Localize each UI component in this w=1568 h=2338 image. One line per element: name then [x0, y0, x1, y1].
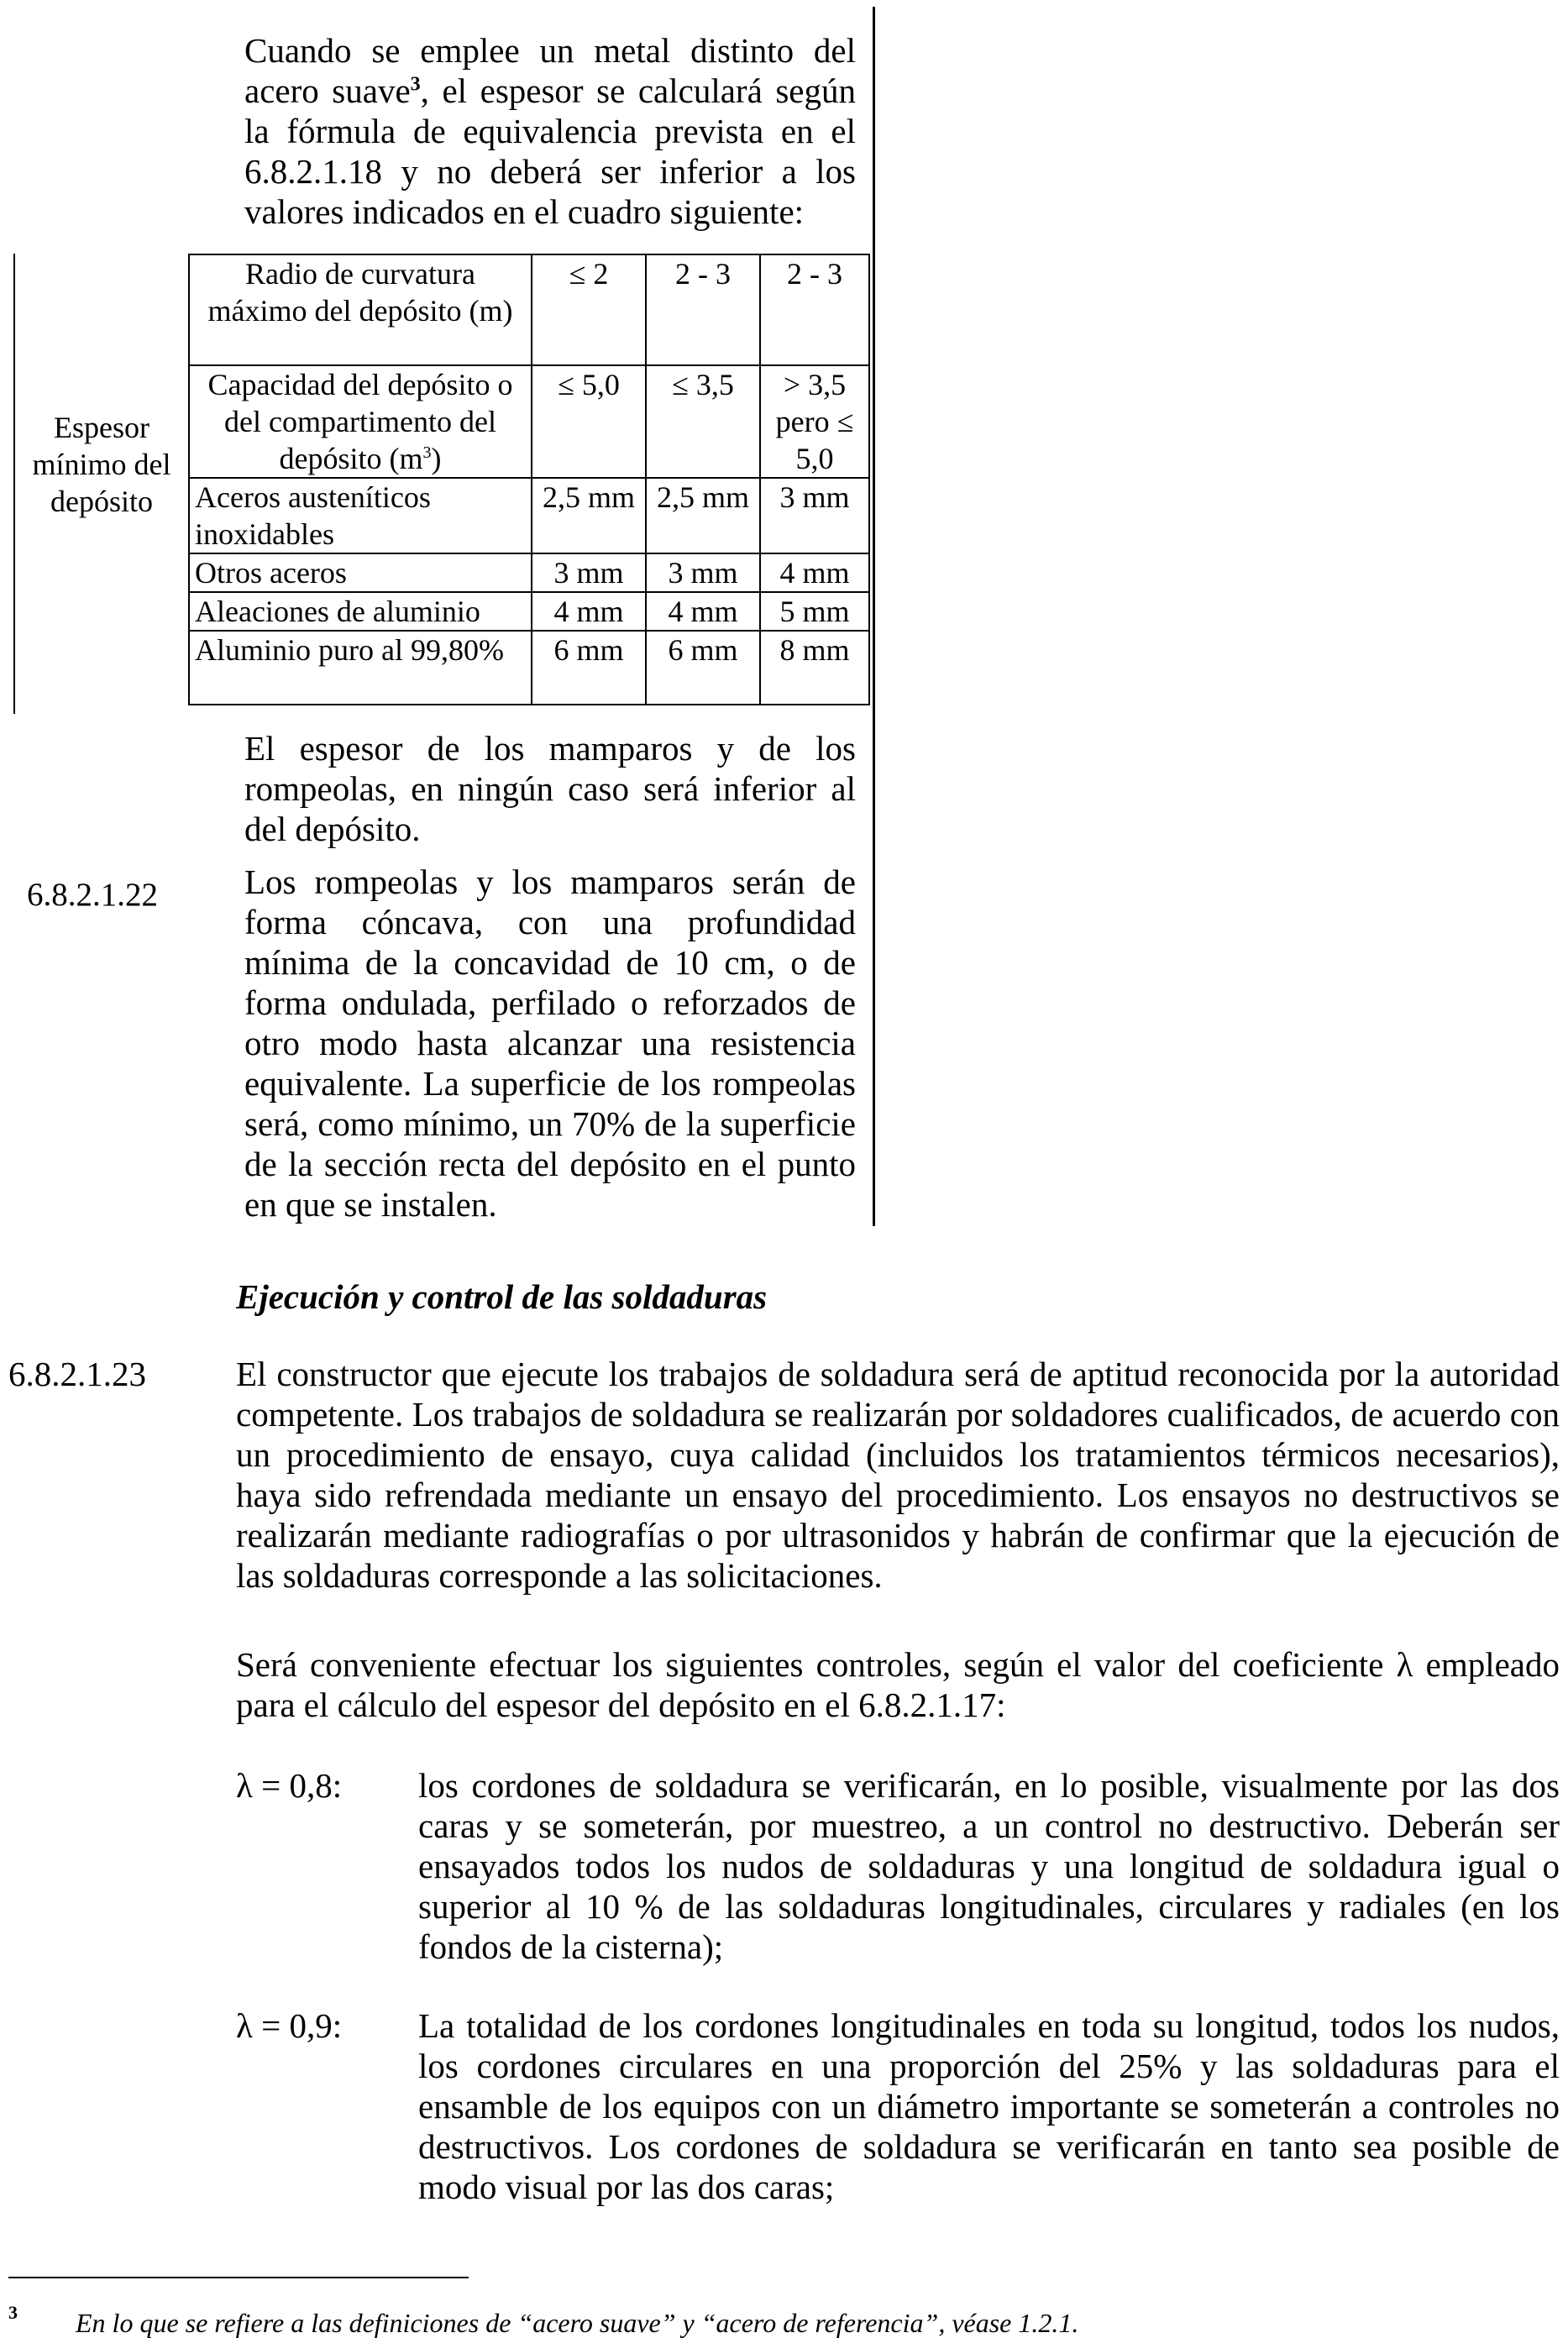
row-label: Espesor mínimo del depósito [32, 411, 171, 518]
value-cell: 2,5 mm [532, 478, 646, 553]
intro-text-2: , el espesor se calculará según la fórmula de equivalencia prevista en el 6.8.2.1.18 y no deberá ser inferior a los valores indicados en el cuadro siguiente: [244, 71, 857, 231]
thickness-table [13, 254, 870, 705]
lambda-08-text: los cordones de soldadura se verificarán, en lo posible, visualmente por las dos caras y se someterán, por muestreo, a un control no destructivo. Deberán ser ensayados todos los nudos de soldaduras y una longitud de soldadura igual o superior al 10 % de las soldaduras longitudinales, circulares y radiales (en los fondos de la cisterna); [418, 1766, 1560, 1966]
intro-paragraph [244, 30, 856, 232]
intro-text-1: Cuando se emplee un metal distinto del acero suave [244, 31, 856, 110]
radio-value: 2 - 3 [646, 254, 760, 365]
footnote-mark: 3 [8, 2302, 18, 2323]
value-cell: 3 mm [646, 553, 760, 592]
radio-value: 2 - 3 [760, 254, 869, 365]
value-cell: 6 mm [646, 631, 760, 705]
capacity-value: ≤ 5,0 [532, 365, 646, 478]
capacity-label [189, 365, 532, 478]
value-cell: 8 mm [760, 631, 869, 705]
table-row-radio [14, 254, 869, 365]
footnote-ref[interactable]: 3 [410, 73, 421, 96]
radio-value: ≤ 2 [532, 254, 646, 365]
footnote-separator [8, 2277, 469, 2278]
value-cell: 5 mm [760, 592, 869, 631]
capacity-label-sup: 3 [422, 443, 432, 462]
capacity-label-close: ) [431, 442, 442, 475]
section-number: 6.8.2.1.22 [27, 877, 158, 913]
value-cell: 4 mm [646, 592, 760, 631]
section-number: 6.8.2.1.23 [8, 1355, 146, 1393]
material-cell: Aluminio puro al 99,80% [189, 631, 532, 705]
value-cell: 3 mm [532, 553, 646, 592]
capacity-label-text: Capacidad del depósito o del compartimento del depósito (m [207, 368, 513, 475]
value-cell: 2,5 mm [646, 478, 760, 553]
section-heading: Ejecución y control de las soldaduras [236, 1277, 768, 1316]
section-23-paragraph: El constructor que ejecute los trabajos de soldadura será de aptitud reconocida por la autoridad competente. Los trabajos de soldadura se realizarán por soldadores cualificados, de acuerdo con un procedimiento de ensayo, cuya calidad (incluidos los tratamientos térmicos necesarios), haya sido refrendada mediante un ensayo del procedimiento. Los ensayos no destructivos se realizarán mediante radiografías o por ultrasonidos y habrán de confirmar que la ejecución de las soldaduras corresponde a las solicitaciones. [236, 1355, 1560, 1595]
material-cell: Aceros austeníticos inoxidables [189, 478, 532, 553]
value-cell: 4 mm [532, 592, 646, 631]
section-22-paragraph: Los rompeolas y los mamparos serán de forma cóncava, con una profundidad mínima de la concavidad de 10 cm, o de forma ondulada, perfilado o reforzados de otro modo hasta alcanzar una resistencia equivalente. La superficie de los rompeolas será, como mínimo, un 70% de la superficie de la sección recta del depósito en el punto en que se instalen. [244, 862, 856, 1224]
radio-label: Radio de curvatura máximo del depósito (m) [189, 254, 532, 365]
capacity-value: ≤ 3,5 [646, 365, 760, 478]
bulkhead-paragraph: El espesor de los mamparos y de los rompeolas, en ningún caso será inferior al del depósito. [244, 729, 856, 848]
value-cell: 6 mm [532, 631, 646, 705]
row-label-cell [14, 254, 189, 705]
capacity-value: > 3,5 pero ≤ 5,0 [760, 365, 869, 478]
footnote-text: En lo que se refiere a las definiciones de “acero suave” y “acero de referencia”, véase 1.2.1. [76, 2308, 1079, 2338]
lambda-09-label: λ = 0,9: [236, 2006, 343, 2045]
controls-paragraph: Será conveniente efectuar los siguientes controles, según el valor del coeficiente λ empleado para el cálculo del espesor del depósito en el 6.8.2.1.17: [236, 1645, 1560, 1724]
value-cell: 4 mm [760, 553, 869, 592]
value-cell: 3 mm [760, 478, 869, 553]
right-margin-rule [873, 7, 875, 1226]
material-cell: Aleaciones de aluminio [189, 592, 532, 631]
lambda-08-label: λ = 0,8: [236, 1766, 343, 1805]
lambda-09-text: La totalidad de los cordones longitudinales en toda su longitud, todos los nudos, los cordones circulares en una proporción del 25% y las soldaduras para el ensamble de los equipos con un diámetro importante se someterán a controles no destructivos. Los cordones de soldadura se verificarán en tanto sea posible de modo visual por las dos caras; [418, 2006, 1560, 2206]
material-cell: Otros aceros [189, 553, 532, 592]
